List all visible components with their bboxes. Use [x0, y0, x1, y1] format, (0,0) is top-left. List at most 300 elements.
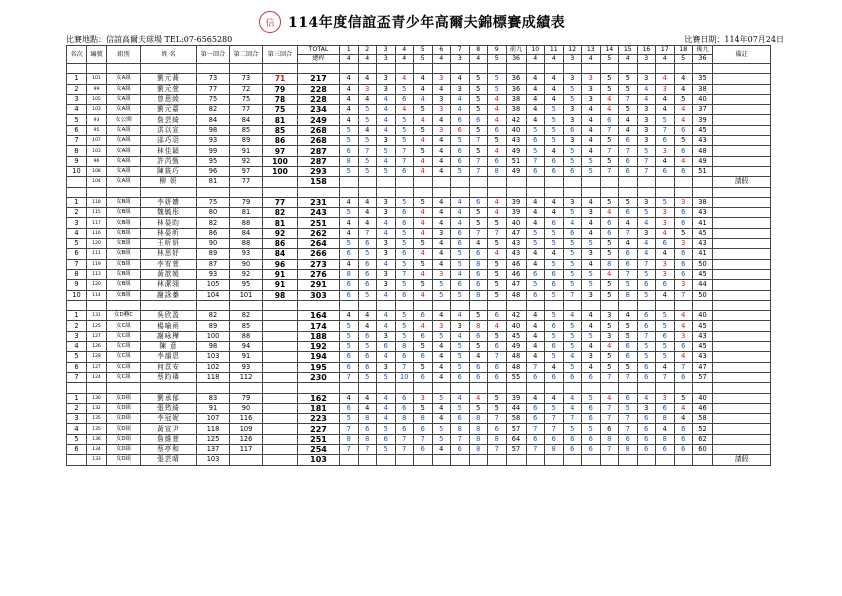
hole-score: 6 — [451, 146, 470, 156]
empty-cell — [107, 187, 141, 197]
player-name: 陳 意 — [141, 342, 197, 352]
hole-score: 5 — [488, 393, 507, 403]
round1-score: 83 — [197, 393, 230, 403]
player-number: 95 — [87, 125, 107, 135]
player-row — [67, 269, 771, 279]
hole-score: 5 — [637, 146, 656, 156]
hole-score: 6 — [451, 239, 470, 249]
empty-cell — [656, 64, 675, 74]
hole-score: 4 — [451, 105, 470, 115]
remark-cell — [713, 249, 771, 259]
hole-score: 5 — [600, 249, 619, 259]
hole-score — [563, 455, 582, 465]
hole-score: 5 — [656, 115, 675, 125]
player-row — [67, 166, 771, 176]
empty-cell — [414, 300, 433, 310]
player-row — [67, 218, 771, 228]
hole-score: 6 — [656, 444, 675, 454]
player-name: 李宥萱 — [141, 259, 197, 269]
hole-score: 5 — [469, 94, 488, 104]
round1-score: 118 — [197, 372, 230, 382]
hole-score: 6 — [414, 352, 433, 362]
hole-score: 6 — [451, 115, 470, 125]
hole-score: 5 — [582, 280, 601, 290]
empty-cell — [526, 383, 545, 393]
rank-cell: 7 — [67, 259, 87, 269]
empty-cell — [107, 64, 141, 74]
back-nine-total: 40 — [693, 94, 713, 104]
empty-cell — [713, 64, 771, 74]
hole-score: 5 — [451, 249, 470, 259]
hole-score: 4 — [488, 146, 507, 156]
hole-score: 4 — [377, 125, 396, 135]
hole-score: 4 — [377, 259, 396, 269]
round2-score: 88 — [230, 331, 263, 341]
round3-score: 77 — [263, 197, 298, 207]
hole-score: 6 — [358, 352, 377, 362]
player-number: 118 — [87, 197, 107, 207]
hole-score: 4 — [432, 115, 451, 125]
empty-cell — [619, 383, 638, 393]
hole-score: 6 — [545, 434, 564, 444]
hole-score: 5 — [432, 280, 451, 290]
round2-score: 88 — [230, 239, 263, 249]
hole-score: 4 — [451, 197, 470, 207]
hole-score: 4 — [488, 115, 507, 125]
hole-score: 4 — [377, 105, 396, 115]
hole-score: 4 — [432, 444, 451, 454]
hole-score: 4 — [526, 74, 545, 84]
player-group: 女B組 — [107, 218, 141, 228]
hole-score: 5 — [600, 239, 619, 249]
header-rank: 名次 — [67, 46, 87, 64]
hole-score: 8 — [469, 259, 488, 269]
empty-cell — [263, 187, 298, 197]
player-number: 135 — [87, 414, 107, 424]
hole-score: 5 — [637, 269, 656, 279]
hole-score: 4 — [432, 218, 451, 228]
round2-score: 126 — [230, 434, 263, 444]
hole-score: 4 — [619, 218, 638, 228]
hole-score: 7 — [469, 136, 488, 146]
hole-score: 7 — [619, 94, 638, 104]
front-nine-total: 44 — [506, 403, 526, 413]
round1-score: 84 — [197, 115, 230, 125]
player-number: 103 — [87, 146, 107, 156]
hole-score: 4 — [432, 146, 451, 156]
hole-score: 7 — [340, 372, 359, 382]
empty-cell — [230, 187, 263, 197]
empty-cell — [656, 300, 675, 310]
empty-cell — [545, 187, 564, 197]
empty-cell — [414, 383, 433, 393]
hole-score: 5 — [432, 434, 451, 444]
hole-score: 4 — [619, 115, 638, 125]
hole-score: 4 — [414, 115, 433, 125]
empty-cell — [298, 383, 340, 393]
hole-score: 5 — [545, 403, 564, 413]
hole-score: 6 — [451, 372, 470, 382]
hole-number: 5 — [414, 46, 433, 55]
hole-score: 5 — [377, 372, 396, 382]
hole-score: 6 — [674, 125, 693, 135]
hole-score: 5 — [377, 166, 396, 176]
player-row — [67, 177, 771, 187]
hole-score: 4 — [377, 403, 396, 413]
player-name: 魏毓彤 — [141, 208, 197, 218]
empty-cell — [469, 64, 488, 74]
hole-score: 5 — [395, 311, 414, 321]
hole-score: 3 — [582, 352, 601, 362]
remark-cell — [713, 228, 771, 238]
hole-score: 4 — [582, 125, 601, 135]
hole-score: 5 — [582, 166, 601, 176]
hole-score: 5 — [619, 105, 638, 115]
hole-score: 6 — [674, 372, 693, 382]
empty-cell — [600, 383, 619, 393]
empty-cell — [563, 64, 582, 74]
total-score: 266 — [298, 249, 340, 259]
front-nine-total: 39 — [506, 197, 526, 207]
hole-score: 4 — [432, 208, 451, 218]
hole-score: 7 — [488, 444, 507, 454]
hole-score: 7 — [619, 414, 638, 424]
front-nine-total: 38 — [506, 94, 526, 104]
round1-score: 95 — [197, 156, 230, 166]
hole-score: 5 — [469, 105, 488, 115]
hole-score: 8 — [488, 434, 507, 444]
hole-score — [414, 177, 433, 187]
front-nine-total: 40 — [506, 321, 526, 331]
front-nine-total: 49 — [506, 166, 526, 176]
round2-score: 81 — [230, 208, 263, 218]
rank-cell: 6 — [67, 444, 87, 454]
hole-score: 6 — [488, 125, 507, 135]
separator-row — [67, 187, 771, 197]
header-no: 編號 — [87, 46, 107, 64]
hole-score: 6 — [469, 331, 488, 341]
player-name: 張筠綺 — [141, 403, 197, 413]
back-nine-total: 45 — [693, 342, 713, 352]
hole-score: 5 — [619, 362, 638, 372]
empty-cell — [600, 64, 619, 74]
hole-score: 4 — [340, 218, 359, 228]
hole-score: 3 — [377, 208, 396, 218]
hole-score: 3 — [656, 259, 675, 269]
hole-score: 5 — [340, 125, 359, 135]
round2-score: 94 — [230, 342, 263, 352]
hole-score: 5 — [563, 342, 582, 352]
player-number: 133 — [87, 455, 107, 465]
back-nine-total: 40 — [693, 311, 713, 321]
player-group: 女D組 — [107, 444, 141, 454]
hole-score: 6 — [526, 136, 545, 146]
remark-cell — [713, 208, 771, 218]
player-name: 許芮甄 — [141, 156, 197, 166]
hole-score: 3 — [377, 280, 396, 290]
hole-score: 3 — [656, 146, 675, 156]
player-name: 李冠妮 — [141, 414, 197, 424]
round2-score: 75 — [230, 94, 263, 104]
hole-score: 4 — [414, 249, 433, 259]
player-group: 女A組 — [107, 74, 141, 84]
hole-score: 4 — [656, 94, 675, 104]
hole-score: 5 — [377, 444, 396, 454]
remark-cell — [713, 136, 771, 146]
hole-score: 4 — [358, 197, 377, 207]
hole-score: 5 — [582, 424, 601, 434]
hole-score: 6 — [414, 311, 433, 321]
player-group: 女A組 — [107, 156, 141, 166]
hole-score: 6 — [563, 372, 582, 382]
hole-score: 8 — [545, 444, 564, 454]
hole-score: 4 — [656, 74, 675, 84]
player-group: 女A組 — [107, 84, 141, 94]
hole-score: 4 — [582, 362, 601, 372]
total-score: 291 — [298, 280, 340, 290]
hole-score: 3 — [451, 84, 470, 94]
empty-cell — [395, 300, 414, 310]
hole-score: 4 — [656, 249, 675, 259]
hole-score: 5 — [414, 105, 433, 115]
remark-cell — [713, 331, 771, 341]
hole-score — [358, 455, 377, 465]
hole-score: 5 — [545, 239, 564, 249]
hole-score: 3 — [674, 331, 693, 341]
round1-score: 89 — [197, 249, 230, 259]
player-number: 120 — [87, 280, 107, 290]
hole-score: 4 — [674, 115, 693, 125]
player-group: 女C組 — [107, 362, 141, 372]
hole-score: 5 — [451, 342, 470, 352]
hole-score: 5 — [582, 269, 601, 279]
hole-score: 3 — [377, 249, 396, 259]
hole-score: 6 — [526, 269, 545, 279]
front-nine-total: 48 — [506, 290, 526, 300]
hole-score: 6 — [582, 434, 601, 444]
player-group: 女A組 — [107, 125, 141, 135]
hole-score: 6 — [358, 424, 377, 434]
front-nine-total: 57 — [506, 444, 526, 454]
hole-score: 4 — [656, 156, 675, 166]
hole-score: 5 — [526, 125, 545, 135]
hole-score: 4 — [674, 84, 693, 94]
hole-score: 6 — [377, 434, 396, 444]
front-nine-total: 43 — [506, 249, 526, 259]
empty-cell — [141, 383, 197, 393]
player-number: 96 — [87, 156, 107, 166]
hole-score: 5 — [600, 321, 619, 331]
empty-cell — [674, 300, 693, 310]
round2-score: 88 — [230, 218, 263, 228]
player-group: 女B組 — [107, 239, 141, 249]
remark-cell — [713, 259, 771, 269]
back-nine-total: 58 — [693, 414, 713, 424]
hole-score: 5 — [451, 136, 470, 146]
empty-cell — [377, 187, 396, 197]
hole-par: 5 — [674, 55, 693, 64]
player-number: 124 — [87, 372, 107, 382]
rank-cell: 1 — [67, 197, 87, 207]
empty-cell — [526, 64, 545, 74]
hole-score: 5 — [469, 342, 488, 352]
hole-score: 4 — [414, 321, 433, 331]
round1-score: 98 — [197, 125, 230, 135]
hole-par: 4 — [358, 55, 377, 64]
hole-score: 5 — [674, 136, 693, 146]
remark-cell — [713, 218, 771, 228]
tournament-logo: 信 — [259, 11, 281, 33]
hole-score: 7 — [526, 424, 545, 434]
round3-score: 100 — [263, 166, 298, 176]
hole-score: 5 — [451, 352, 470, 362]
empty-cell — [263, 383, 298, 393]
hole-score: 7 — [469, 166, 488, 176]
hole-score: 4 — [600, 94, 619, 104]
hole-score: 8 — [656, 434, 675, 444]
hole-score: 4 — [619, 311, 638, 321]
hole-score: 5 — [563, 156, 582, 166]
hole-score: 4 — [545, 197, 564, 207]
hole-score: 6 — [414, 424, 433, 434]
player-group: 女B組 — [107, 197, 141, 207]
hole-score: 7 — [545, 424, 564, 434]
hole-score: 7 — [600, 403, 619, 413]
hole-score: 4 — [637, 393, 656, 403]
player-name: 謝詠蓁 — [141, 290, 197, 300]
round3-score — [263, 455, 298, 465]
empty-cell — [87, 64, 107, 74]
player-name: 曾思綾 — [141, 94, 197, 104]
empty-cell — [488, 300, 507, 310]
hole-score: 5 — [656, 311, 675, 321]
total-score: 164 — [298, 311, 340, 321]
empty-cell — [263, 300, 298, 310]
rank-cell: 6 — [67, 125, 87, 135]
empty-cell — [377, 383, 396, 393]
round3-score: 79 — [263, 84, 298, 94]
player-row — [67, 321, 771, 331]
round1-score: 96 — [197, 166, 230, 176]
hole-score: 5 — [395, 125, 414, 135]
empty-cell — [619, 187, 638, 197]
hole-score: 6 — [451, 125, 470, 135]
header-row-holes — [67, 46, 771, 55]
hole-score: 5 — [451, 290, 470, 300]
empty-cell — [674, 187, 693, 197]
hole-score: 4 — [377, 115, 396, 125]
remark-cell — [713, 115, 771, 125]
player-name: 劉元薹 — [141, 105, 197, 115]
back-nine-total: 45 — [693, 321, 713, 331]
total-score: 268 — [298, 136, 340, 146]
round2-score: 77 — [230, 105, 263, 115]
hole-score: 6 — [526, 414, 545, 424]
hole-score — [656, 177, 675, 187]
empty-cell — [340, 64, 359, 74]
hole-score: 5 — [340, 136, 359, 146]
hole-score: 7 — [469, 156, 488, 166]
hole-number: 17 — [656, 46, 675, 55]
hole-score: 4 — [488, 94, 507, 104]
hole-score: 7 — [600, 372, 619, 382]
hole-score: 4 — [637, 249, 656, 259]
hole-score: 8 — [395, 342, 414, 352]
hole-score: 6 — [526, 403, 545, 413]
hole-score: 4 — [637, 218, 656, 228]
hole-score: 5 — [674, 94, 693, 104]
empty-cell — [377, 300, 396, 310]
header-front-nine: 前九 — [506, 46, 526, 55]
hole-score: 5 — [526, 239, 545, 249]
player-row — [67, 74, 771, 84]
rank-cell: 6 — [67, 249, 87, 259]
round3-score: 81 — [263, 218, 298, 228]
player-number: 135 — [87, 424, 107, 434]
hole-score: 4 — [656, 424, 675, 434]
back-nine-total: 43 — [693, 239, 713, 249]
player-row — [67, 228, 771, 238]
player-group: 女A組 — [107, 166, 141, 176]
hole-score: 5 — [600, 156, 619, 166]
remark-cell — [713, 403, 771, 413]
total-score: 251 — [298, 218, 340, 228]
hole-score: 5 — [582, 156, 601, 166]
total-score: 217 — [298, 74, 340, 84]
hole-score: 5 — [395, 115, 414, 125]
hole-score: 5 — [340, 331, 359, 341]
hole-score: 7 — [619, 146, 638, 156]
hole-score: 5 — [395, 321, 414, 331]
hole-score: 6 — [469, 115, 488, 125]
hole-score: 5 — [545, 136, 564, 146]
player-group: 女公開 — [107, 115, 141, 125]
hole-score: 3 — [563, 136, 582, 146]
hole-score: 5 — [545, 259, 564, 269]
hole-score: 4 — [451, 74, 470, 84]
hole-score: 5 — [619, 280, 638, 290]
hole-score: 4 — [545, 393, 564, 403]
player-number: 128 — [87, 352, 107, 362]
hole-score: 6 — [358, 259, 377, 269]
hole-score: 6 — [674, 259, 693, 269]
round3-score — [263, 352, 298, 362]
empty-cell — [563, 300, 582, 310]
remark-cell — [713, 393, 771, 403]
hole-score: 6 — [395, 393, 414, 403]
hole-score: 7 — [395, 269, 414, 279]
empty-cell — [298, 300, 340, 310]
hole-score: 4 — [600, 105, 619, 115]
hole-score: 3 — [432, 269, 451, 279]
hole-score: 7 — [637, 331, 656, 341]
hole-score: 4 — [637, 84, 656, 94]
hole-score: 4 — [414, 74, 433, 84]
empty-cell — [526, 187, 545, 197]
hole-score: 3 — [637, 403, 656, 413]
hole-score: 7 — [600, 444, 619, 454]
hole-score: 5 — [395, 136, 414, 146]
hole-score: 5 — [451, 259, 470, 269]
round2-score: 95 — [230, 280, 263, 290]
empty-cell — [545, 300, 564, 310]
hole-score: 6 — [488, 424, 507, 434]
hole-score: 3 — [563, 115, 582, 125]
rank-cell: 9 — [67, 156, 87, 166]
hole-score: 7 — [563, 414, 582, 424]
round2-score — [230, 455, 263, 465]
hole-score: 5 — [619, 197, 638, 207]
